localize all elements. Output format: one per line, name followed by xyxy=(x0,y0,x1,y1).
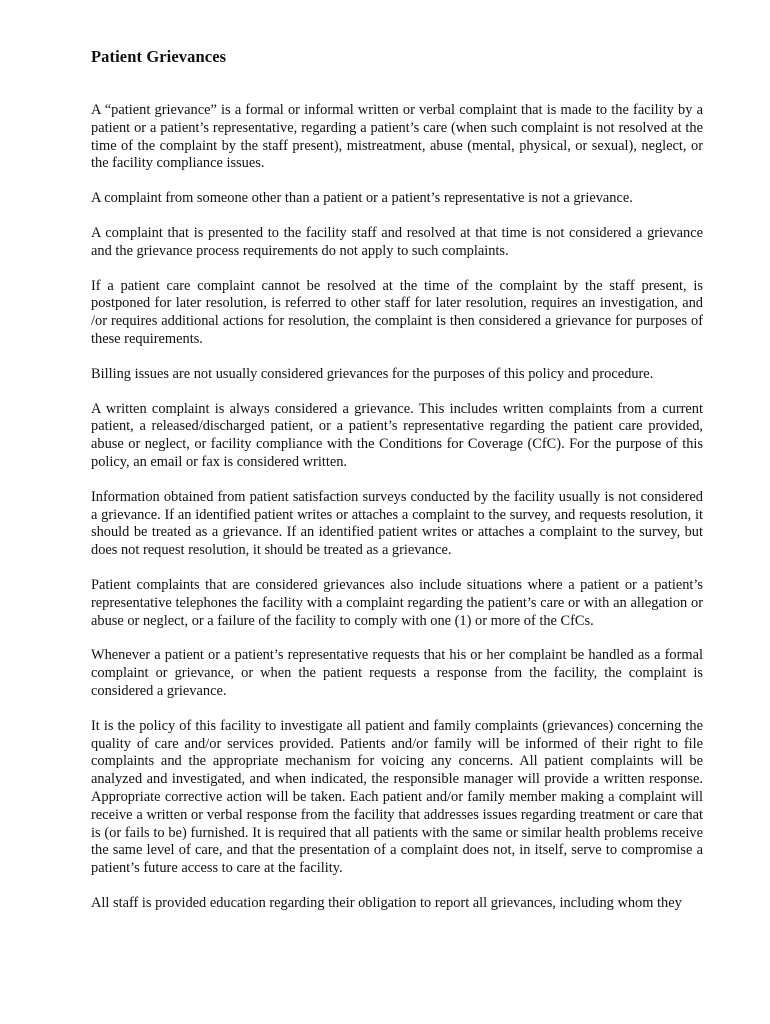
paragraph-billing-issues: Billing issues are not usually considered grievances for the purposes of this policy and procedure. xyxy=(91,365,654,382)
paragraph-written-complaint: A written complaint is always considered a grievance. This includes written complaints from a current patient, a released/discharged patient, or a patient’s representative regarding the patient care provided, abuse or neglect, or facility compliance with the Conditions for Coverage (CfC). For the purpose of this policy, an email or fax is considered written. xyxy=(91,400,703,470)
paragraph-grievance-definition: A “patient grievance” is a formal or informal written or verbal complaint that is made to the facility by a patient or a patient’s representative, regarding a patient’s care (when such complaint is not resolved at the time of the complaint by the staff present), mistreatment, abuse (mental, physical, or sexual), neglect, or the facility compliance issues. xyxy=(91,102,703,172)
paragraph-resolved-complaint: A complaint that is presented to the facility staff and resolved at that time is not considered a grievance and the grievance process requirements do not apply to such complaints. xyxy=(91,224,703,259)
page-title: Patient Grievances xyxy=(91,47,227,66)
paragraph-telephone-complaints: Patient complaints that are considered grievances also include situations where a patient or a patient’s representative telephones the facility with a complaint regarding the patient’s care or with an allegation or abuse or neglect, or a failure of the facility to comply with one (1) or more of the CfCs. xyxy=(91,576,703,629)
paragraph-staff-education: All staff is provided education regarding their obligation to report all grievances, including whom they xyxy=(91,894,682,911)
document-body xyxy=(91,102,703,913)
paragraph-satisfaction-surveys: Information obtained from patient satisfaction surveys conducted by the facility usually is not considered a grievance. If an identified patient writes or attaches a complaint to the survey, and requests resolution, it should be treated as a grievance. If an identified patient writes or attaches a complaint to the survey, but does not request resolution, it should be treated as a grievance. xyxy=(91,488,703,559)
paragraph-non-patient-complaint: A complaint from someone other than a patient or a patient’s representative is not a grievance. xyxy=(91,190,633,207)
paragraph-formal-request: Whenever a patient or a patient’s representative requests that his or her complaint be handled as a formal complaint or grievance, or when the patient requests a response from the facility, the complaint is considered a grievance. xyxy=(91,647,703,699)
paragraph-policy-statement: It is the policy of this facility to investigate all patient and family complaints (grievances) concerning the quality of care and/or services provided. Patients and/or family will be informed of their right to file complaints and the appropriate mechanism for voicing any concerns. All patient complaints will be analyzed and investigated, and when indicated, the responsible manager will provide a written response. Appropriate corrective action will be taken. Each patient and/or family member making a complaint will receive a written or verbal response from the facility that addresses issues regarding treatment or care that is (or fails to be) furnished. It is required that all patients with the same or similar health problems receive the same level of care, and that the presentation of a complaint does not, in itself, serve to compromise a patient’s future access to care at the facility. xyxy=(91,717,703,877)
paragraph-unresolved-complaint: If a patient care complaint cannot be resolved at the time of the complaint by the staff present, is postponed for later resolution, is referred to other staff for later resolution, requires an investigation, and /or requires additional actions for resolution, the complaint is then considered a grievance for purposes of these requirements. xyxy=(91,277,703,347)
